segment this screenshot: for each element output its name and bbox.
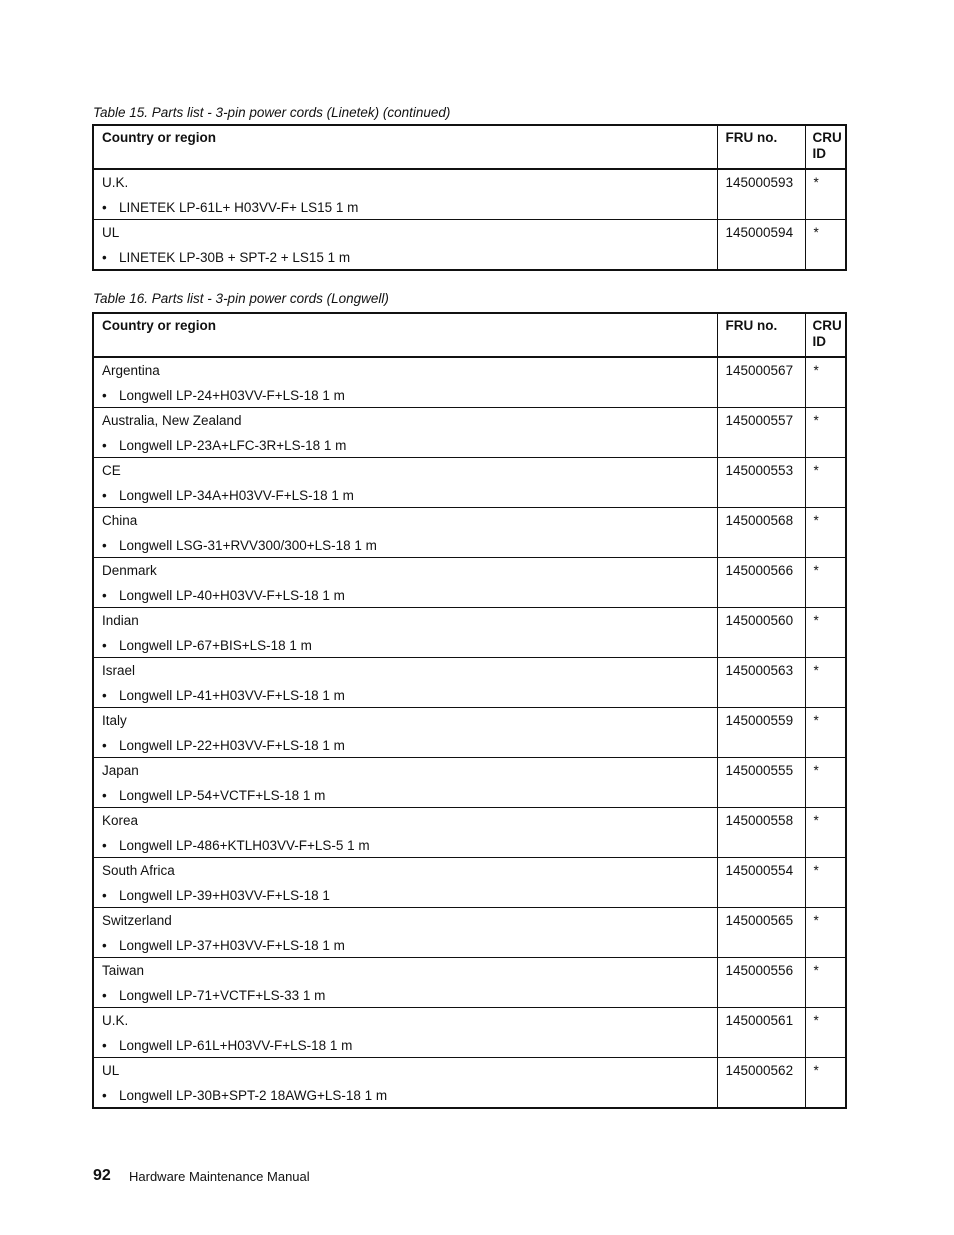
part-description bbox=[94, 241, 717, 266]
bullet-icon: • bbox=[102, 838, 107, 853]
country-cell bbox=[93, 1008, 717, 1058]
fru-number: 145000559 bbox=[725, 713, 794, 728]
fru-cell bbox=[717, 608, 805, 658]
region-name: South Africa bbox=[102, 863, 175, 878]
fru-cell bbox=[717, 858, 805, 908]
part-text: LINETEK LP-30B + SPT-2 + LS15 1 m bbox=[119, 250, 351, 265]
part-description bbox=[94, 779, 717, 804]
part-text: Longwell LP-41+H03VV-F+LS-18 1 m bbox=[119, 688, 345, 703]
fru-number: 145000557 bbox=[725, 413, 794, 428]
country-cell bbox=[93, 357, 717, 408]
cru-id: * bbox=[813, 863, 819, 878]
country-cell bbox=[93, 1058, 717, 1109]
region-name: Korea bbox=[102, 813, 139, 828]
cru-cell bbox=[805, 608, 846, 658]
table-row bbox=[93, 908, 846, 958]
bullet-icon: • bbox=[102, 888, 107, 903]
cru-cell bbox=[805, 958, 846, 1008]
cru-cell bbox=[805, 758, 846, 808]
fru-number: 145000560 bbox=[725, 613, 794, 628]
part-description bbox=[94, 979, 717, 1004]
region-name: Japan bbox=[102, 763, 139, 778]
bullet-icon: • bbox=[102, 538, 107, 553]
fru-cell bbox=[717, 758, 805, 808]
fru-number: 145000565 bbox=[725, 913, 794, 928]
bullet-icon: • bbox=[102, 1088, 107, 1103]
cru-id: * bbox=[813, 363, 819, 378]
fru-number: 145000567 bbox=[725, 363, 794, 378]
country-cell bbox=[93, 220, 717, 271]
part-text: Longwell LP-486+KTLH03VV-F+LS-5 1 m bbox=[119, 838, 370, 853]
region-name: Indian bbox=[102, 613, 139, 628]
table-row bbox=[93, 858, 846, 908]
cru-cell bbox=[805, 169, 846, 220]
region-name: Australia, New Zealand bbox=[102, 413, 242, 428]
bullet-icon: • bbox=[102, 738, 107, 753]
fru-cell bbox=[717, 658, 805, 708]
bullet-icon: • bbox=[102, 988, 107, 1003]
table-header-row bbox=[93, 313, 846, 357]
table-16-caption: Table 16. Parts list - 3-pin power cords (Longwell) bbox=[93, 291, 389, 306]
fru-number: 145000593 bbox=[725, 175, 794, 190]
cru-id: * bbox=[813, 225, 819, 240]
part-text: Longwell LSG-31+RVV300/300+LS-18 1 m bbox=[119, 538, 377, 553]
country-cell bbox=[93, 758, 717, 808]
part-text: Longwell LP-54+VCTF+LS-18 1 m bbox=[119, 788, 326, 803]
table-row bbox=[93, 1008, 846, 1058]
bullet-icon: • bbox=[102, 938, 107, 953]
table-row bbox=[93, 658, 846, 708]
part-description bbox=[94, 879, 717, 904]
region-name: U.K. bbox=[102, 1013, 129, 1028]
country-cell bbox=[93, 508, 717, 558]
part-description bbox=[94, 429, 717, 454]
cru-cell bbox=[805, 220, 846, 271]
part-description bbox=[94, 929, 717, 954]
manual-title: Hardware Maintenance Manual bbox=[129, 1169, 310, 1184]
country-cell bbox=[93, 408, 717, 458]
cru-id: * bbox=[813, 175, 819, 190]
country-cell bbox=[93, 658, 717, 708]
part-description bbox=[94, 829, 717, 854]
header-country: Country or region bbox=[93, 125, 717, 169]
fru-cell bbox=[717, 1058, 805, 1109]
part-description bbox=[94, 479, 717, 504]
part-text: Longwell LP-37+H03VV-F+LS-18 1 m bbox=[119, 938, 345, 953]
cru-id: * bbox=[813, 613, 819, 628]
part-text: Longwell LP-23A+LFC-3R+LS-18 1 m bbox=[119, 438, 347, 453]
part-description bbox=[94, 379, 717, 404]
fru-number: 145000594 bbox=[725, 225, 794, 240]
table-row bbox=[93, 508, 846, 558]
cru-id: * bbox=[813, 413, 819, 428]
cru-id: * bbox=[813, 513, 819, 528]
part-description bbox=[94, 729, 717, 754]
table-header-row bbox=[93, 125, 846, 169]
cru-id: * bbox=[813, 813, 819, 828]
country-cell bbox=[93, 908, 717, 958]
part-text: Longwell LP-24+H03VV-F+LS-18 1 m bbox=[119, 388, 345, 403]
fru-number: 145000568 bbox=[725, 513, 794, 528]
cru-cell bbox=[805, 1058, 846, 1109]
fru-number: 145000558 bbox=[725, 813, 794, 828]
cru-id: * bbox=[813, 1013, 819, 1028]
part-text: Longwell LP-67+BIS+LS-18 1 m bbox=[119, 638, 312, 653]
part-text: Longwell LP-39+H03VV-F+LS-18 1 bbox=[119, 888, 330, 903]
part-text: Longwell LP-34A+H03VV-F+LS-18 1 m bbox=[119, 488, 354, 503]
table-15-caption: Table 15. Parts list - 3-pin power cords (Linetek) (continued) bbox=[93, 105, 451, 120]
region-name: Taiwan bbox=[102, 963, 145, 978]
region-name: Switzerland bbox=[102, 913, 172, 928]
fru-cell bbox=[717, 558, 805, 608]
region-name: CE bbox=[102, 463, 121, 478]
bullet-icon: • bbox=[102, 250, 107, 265]
table-row bbox=[93, 708, 846, 758]
bullet-icon: • bbox=[102, 200, 107, 215]
cru-cell bbox=[805, 708, 846, 758]
table-row bbox=[93, 808, 846, 858]
bullet-icon: • bbox=[102, 488, 107, 503]
cru-id: * bbox=[813, 1063, 819, 1078]
cru-cell bbox=[805, 1008, 846, 1058]
table-row bbox=[93, 458, 846, 508]
fru-cell bbox=[717, 1008, 805, 1058]
cru-cell bbox=[805, 558, 846, 608]
page-number: 92 bbox=[93, 1167, 111, 1184]
table-16-longwell bbox=[92, 312, 847, 1109]
cru-cell bbox=[805, 808, 846, 858]
part-text: Longwell LP-61L+H03VV-F+LS-18 1 m bbox=[119, 1038, 353, 1053]
header-cru: CRU ID bbox=[805, 125, 846, 169]
table-row bbox=[93, 408, 846, 458]
cru-id: * bbox=[813, 713, 819, 728]
fru-number: 145000555 bbox=[725, 763, 794, 778]
part-text: Longwell LP-30B+SPT-2 18AWG+LS-18 1 m bbox=[119, 1088, 388, 1103]
table-row bbox=[93, 169, 846, 220]
table-row bbox=[93, 220, 846, 271]
table-row bbox=[93, 558, 846, 608]
region-name: Argentina bbox=[102, 363, 160, 378]
country-cell bbox=[93, 169, 717, 220]
part-text: LINETEK LP-61L+ H03VV-F+ LS15 1 m bbox=[119, 200, 359, 215]
header-country: Country or region bbox=[93, 313, 717, 357]
cru-id: * bbox=[813, 913, 819, 928]
country-cell bbox=[93, 958, 717, 1008]
cru-id: * bbox=[813, 663, 819, 678]
country-cell bbox=[93, 558, 717, 608]
fru-cell bbox=[717, 169, 805, 220]
fru-cell bbox=[717, 508, 805, 558]
fru-number: 145000562 bbox=[725, 1063, 794, 1078]
table-row bbox=[93, 758, 846, 808]
fru-cell bbox=[717, 808, 805, 858]
header-fru: FRU no. bbox=[717, 313, 805, 357]
country-cell bbox=[93, 808, 717, 858]
cru-cell bbox=[805, 908, 846, 958]
cru-id: * bbox=[813, 563, 819, 578]
bullet-icon: • bbox=[102, 1038, 107, 1053]
cru-id: * bbox=[813, 963, 819, 978]
fru-number: 145000554 bbox=[725, 863, 794, 878]
country-cell bbox=[93, 458, 717, 508]
fru-cell bbox=[717, 458, 805, 508]
header-fru: FRU no. bbox=[717, 125, 805, 169]
fru-number: 145000553 bbox=[725, 463, 794, 478]
part-description bbox=[94, 579, 717, 604]
region-name: Denmark bbox=[102, 563, 157, 578]
fru-cell bbox=[717, 220, 805, 271]
part-description bbox=[94, 529, 717, 554]
fru-cell bbox=[717, 908, 805, 958]
cru-cell bbox=[805, 357, 846, 408]
fru-cell bbox=[717, 357, 805, 408]
fru-cell bbox=[717, 408, 805, 458]
cru-cell bbox=[805, 508, 846, 558]
fru-cell bbox=[717, 708, 805, 758]
cru-cell bbox=[805, 658, 846, 708]
part-description bbox=[94, 629, 717, 654]
bullet-icon: • bbox=[102, 438, 107, 453]
cru-cell bbox=[805, 408, 846, 458]
table-row bbox=[93, 958, 846, 1008]
country-cell bbox=[93, 608, 717, 658]
region-name: Israel bbox=[102, 663, 136, 678]
table-16-body bbox=[93, 357, 846, 1108]
fru-number: 145000563 bbox=[725, 663, 794, 678]
part-description bbox=[94, 191, 717, 216]
country-cell bbox=[93, 708, 717, 758]
bullet-icon: • bbox=[102, 588, 107, 603]
table-row bbox=[93, 1058, 846, 1109]
part-description bbox=[94, 679, 717, 704]
cru-cell bbox=[805, 858, 846, 908]
cru-id: * bbox=[813, 463, 819, 478]
bullet-icon: • bbox=[102, 788, 107, 803]
bullet-icon: • bbox=[102, 388, 107, 403]
region-name: Italy bbox=[102, 713, 127, 728]
cru-id: * bbox=[813, 763, 819, 778]
table-row bbox=[93, 608, 846, 658]
fru-cell bbox=[717, 958, 805, 1008]
region-name: China bbox=[102, 513, 138, 528]
fru-number: 145000561 bbox=[725, 1013, 794, 1028]
region-name: UL bbox=[102, 225, 120, 240]
region-name: U.K. bbox=[102, 175, 129, 190]
fru-number: 145000566 bbox=[725, 563, 794, 578]
cru-cell bbox=[805, 458, 846, 508]
part-text: Longwell LP-40+H03VV-F+LS-18 1 m bbox=[119, 588, 345, 603]
header-cru: CRU ID bbox=[805, 313, 846, 357]
bullet-icon: • bbox=[102, 638, 107, 653]
fru-number: 145000556 bbox=[725, 963, 794, 978]
region-name: UL bbox=[102, 1063, 120, 1078]
part-description bbox=[94, 1029, 717, 1054]
table-15-linetek bbox=[92, 124, 847, 271]
part-text: Longwell LP-71+VCTF+LS-33 1 m bbox=[119, 988, 326, 1003]
table-15-body bbox=[93, 169, 846, 270]
country-cell bbox=[93, 858, 717, 908]
part-description bbox=[94, 1079, 717, 1104]
bullet-icon: • bbox=[102, 688, 107, 703]
table-row bbox=[93, 357, 846, 408]
part-text: Longwell LP-22+H03VV-F+LS-18 1 m bbox=[119, 738, 345, 753]
